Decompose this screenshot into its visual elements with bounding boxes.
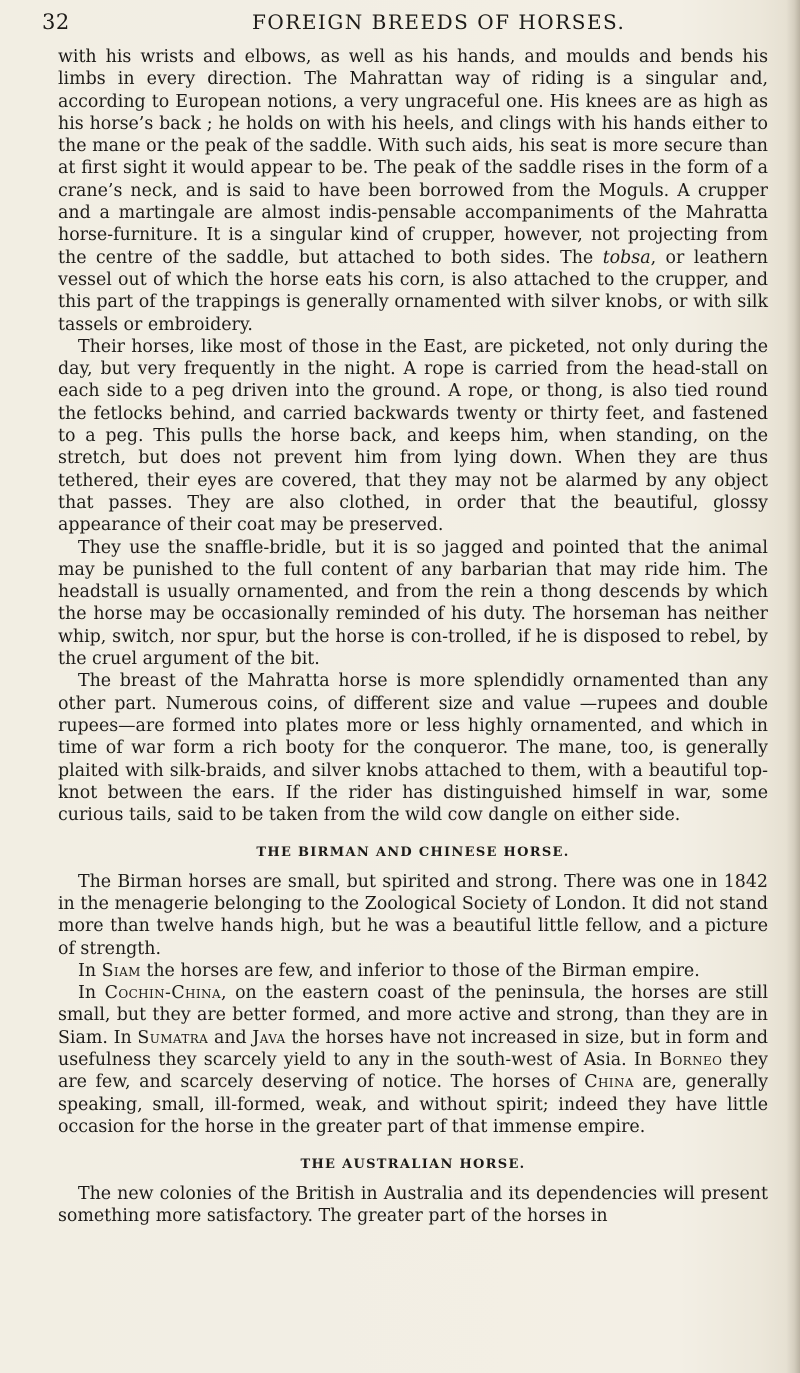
- body-text: [58, 46, 768, 1227]
- place-china: China: [584, 1072, 634, 1093]
- paragraph-2: Their horses, like most of those in the East, are picketed, not only during the day, but very frequently in the night. A rope is carried from the head-stall on each side to a peg driven into the ground. A rope, or thong, is also tied round the fetlocks behind, and carried backwards twenty or thirty feet, and fastened to a peg. This pulls the horse back, and keeps him, when standing, on the stretch, but does not prevent him from lying down. When they are thus tethered, their eyes are covered, that they may not be alarmed by any object that passes. They are also clothed, in order that the beautiful, glossy appearance of their coat may be preserved.: [58, 336, 768, 536]
- section-heading-birman-chinese: THE BIRMAN AND CHINESE HORSE.: [256, 845, 570, 861]
- paragraph-6: [58, 960, 768, 982]
- paragraph-7: [58, 982, 768, 1138]
- paragraph-1-text: with his wrists and elbows, as well as his hands, and moulds and bends his limbs in every direction. The Mahrattan way of riding is a singular and, according to European notions, a very ungraceful one. His knees are as high as his horse’s back ; he holds on with his heels, and clings with his hands either to the mane or the peak of the saddle. With such aids, his seat is more secure than at first sight it would appear to be. The peak of the saddle rises in the form of a crane’s neck, and is said to have been borrowed from the Moguls. A crupper and a martingale are almost indis-pensable accompaniments of the Mahratta horse-furniture. It is a singular kind of crupper, however, not projecting from the centre of the saddle, but attached to both sides. The: [58, 47, 768, 268]
- place-cochin-china: Cochin-China: [104, 983, 222, 1004]
- paragraph-8: The new colonies of the British in Australia and its dependencies will present something more satisfactory. The greater part of the horses in: [58, 1183, 768, 1226]
- place-sumatra: Sumatra: [137, 1027, 209, 1048]
- p6-text-b: the horses are few, and inferior to those of the Birman empire.: [146, 960, 700, 981]
- paragraph-5: The Birman horses are small, but spirited and strong. There was one in 1842 in the menagerie belonging to the Zoological Society of London. It did not stand more than twelve hands high, but he was a beautiful little fellow, and a picture of strength.: [58, 871, 768, 959]
- p7-text-c: and: [213, 1027, 247, 1048]
- p7-text-f: are, generally speaking, small, ill-formed, weak, and without spirit; indeed they have little occasion for the horse in the greater part of that immense empire.: [58, 1072, 769, 1137]
- running-head: FOREIGN BREEDS OF HORSES.: [252, 10, 626, 34]
- p7-text-e: they are few, and scarcely deserving of notice. The horses of: [58, 1050, 768, 1093]
- section-heading-australian: THE AUSTRALIAN HORSE.: [300, 1157, 526, 1173]
- paragraph-3: They use the snaffle-bridle, but it is so jagged and pointed that the animal may be punished to the full content of any barbarian that may ride him. The headstall is usually ornamented, and from the rein a thong descends by which the horse may be occasionally reminded of his duty. The horseman has neither whip, switch, nor spur, but the horse is con-trolled, if he is disposed to rebel, by the cruel argument of the bit.: [58, 537, 768, 670]
- place-borneo: Borneo: [659, 1050, 723, 1071]
- paragraph-1-text-end: , or leathern vessel out of which the horse eats his corn, is also attached to the crupper, and this part of the trappings is generally ornamented with silver knobs, or with silk tassels or embroidery.: [58, 247, 769, 335]
- page-edge-shadow: [786, 0, 800, 1373]
- italic-term-tobsa: tobsa: [602, 247, 651, 268]
- place-siam: Siam: [101, 960, 141, 981]
- paragraph-1: [58, 46, 768, 336]
- page-header: [42, 6, 742, 46]
- p7-text-a: In: [78, 983, 97, 1004]
- paragraph-4: The breast of the Mahratta horse is more splendidly ornamented than any other part. Numerous coins, of different size and value —rupees and double rupees—are formed into plates more or less highly ornamented, and which in time of war form a rich booty for the conqueror. The mane, too, is generally plaited with silk-braids, and silver knobs attached to them, with a beautiful top-knot between the ears. If the rider has distinguished himself in war, some curious tails, said to be taken from the wild cow dangle on either side.: [58, 671, 768, 826]
- p7-text-b: , on the eastern coast of the peninsula, the horses are still small, but they are better formed, and more active and strong, than they are in Siam. In: [58, 983, 769, 1048]
- p7-text-d: the horses have not increased in size, but in form and usefulness they scarcely yield to any in the south-west of Asia. In: [58, 1027, 769, 1071]
- place-java: Java: [252, 1027, 286, 1048]
- page-number: 32: [42, 10, 70, 34]
- p6-text-a: In: [78, 960, 97, 981]
